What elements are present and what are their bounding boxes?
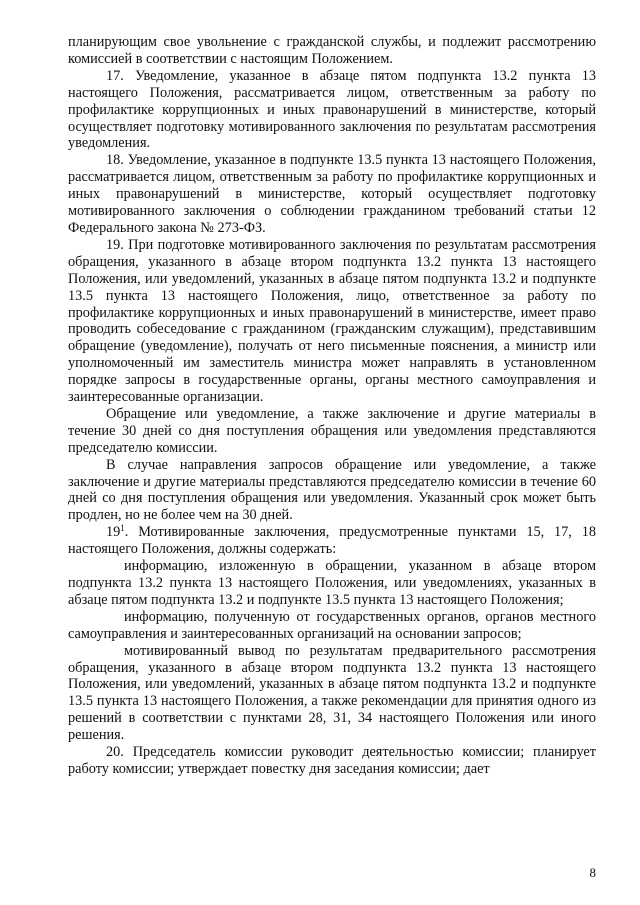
page-number: 8 (589, 865, 596, 880)
item-text: . Мотивированные заключения, предусмотренные пунктами 15, 17, 18 настоящего Положения, должны содержать: (68, 524, 596, 558)
paragraph-list-info-requests: информацию, полученную от государственных органов, органов местного самоуправления и заинтересованных организаций на основании запросов; (68, 608, 596, 642)
paragraph-submission-60-days: В случае направления запросов обращение или уведомление, а также заключение и другие материалы представляются председателю комиссии в течение 60 дней со дня поступления обращения или уведомления. Указанный срок может быть продлен, но не более чем на 30 дней. (68, 456, 596, 524)
item-superscript: 1 (120, 523, 125, 534)
paragraph-item-20: 20. Председатель комиссии руководит деятельностью комиссии; планирует работу комиссии; утверждает повестку дня заседания комиссии; дает (68, 744, 596, 777)
item-number: 19 (106, 524, 121, 541)
paragraph-item-19-1 (68, 524, 596, 558)
paragraph-submission-30-days: Обращение или уведомление, а также заключение и другие материалы в течение 30 дней со дня поступления обращения или уведомления представляются председателю комиссии. (68, 405, 596, 456)
paragraph-list-info-appeal: информацию, изложенную в обращении, указанном в абзаце втором подпункта 13.2 пункта 13 настоящего Положения, или уведомлениях, указанных в абзаце пятом подпункта 13.2 и подпункте 13.5 пункта 13 настоящего Положения; (68, 558, 596, 608)
document-page (68, 34, 596, 778)
paragraph-item-19: 19. При подготовке мотивированного заключения по результатам рассмотрения обращения, указанного в абзаце втором подпункта 13.2 пункта 13 настоящего Положения, или уведомлений, указанных в абзаце пятом подпункта 13.2 и подпункте 13.5 пункта 13 настоящего Положения, лицо, ответственное за работу по профилактике коррупционных и иных правонарушений в министерстве, имеет право проводить собеседование с гражданином (гражданским служащим), представившим обращение (уведомление), получать от него письменные пояснения, а министр или уполномоченный им заместитель министра может направлять в установленном порядке запросы в государственные органы, органы местного самоуправления и заинтересованные организации. (68, 236, 596, 406)
paragraph-list-conclusion: мотивированный вывод по результатам предварительного рассмотрения обращения, указанного в абзаце втором подпункта 13.2 пункта 13 настоящего Положения, или уведомлений, указанных в абзаце пятом подпункта 13.2 и подпункте 13.5 пункта 13 настоящего Положения, а также рекомендации для принятия одного из решений в соответствии с пунктами 28, 31, 34 настоящего Положения или иного решения. (68, 642, 596, 744)
paragraph-continuation: планирующим свое увольнение с гражданской службы, и подлежит рассмотрению комиссией в соответствии с настоящим Положением. (68, 34, 596, 67)
paragraph-item-17: 17. Уведомление, указанное в абзаце пятом подпункта 13.2 пункта 13 настоящего Положения, рассматривается лицом, ответственным за работу по профилактике коррупционных и иных правонарушений в министерстве, который осуществляет подготовку мотивированного заключения по результатам рассмотрения уведомления. (68, 67, 596, 152)
paragraph-item-18: 18. Уведомление, указанное в подпункте 13.5 пункта 13 настоящего Положения, рассматривается лицом, ответственным за работу по профилактике коррупционных и иных правонарушений в министерстве, который осуществляет подготовку мотивированного заключения о соблюдении гражданином требований статьи 12 Федерального закона № 273-ФЗ. (68, 152, 596, 236)
